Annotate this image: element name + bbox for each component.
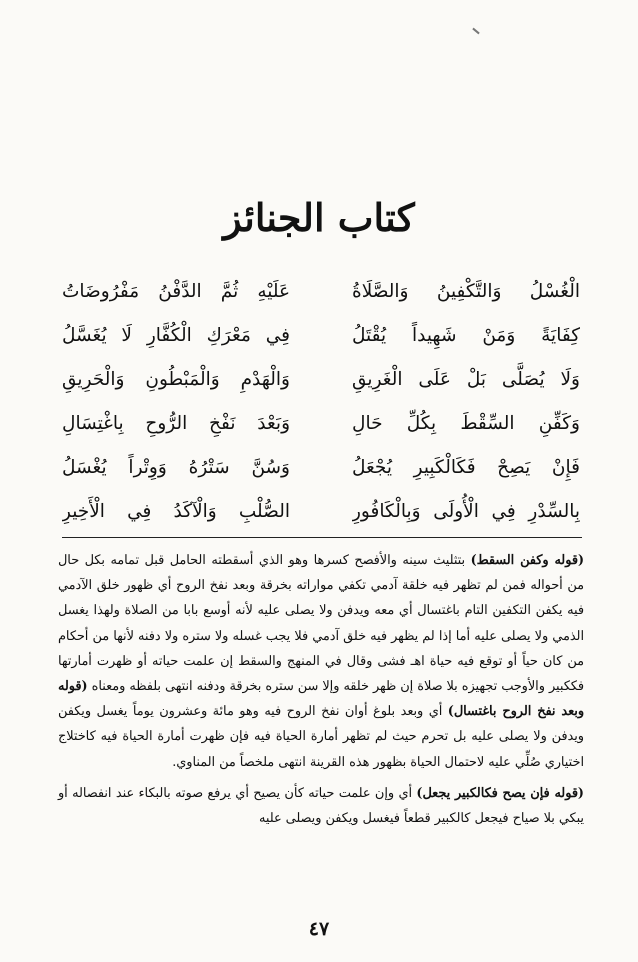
- separator-rule: [62, 537, 582, 538]
- poem-verses: [62, 270, 580, 534]
- commentary-body: أي وبعد بلوغ أوان نفخ الروح فيه وهو مائة وعشرون يوماً يغسل ويكفن ويدفن ولا يصلى عليه بل تحرم حيث لم تظهر أمارة الحياة فيه فإن ظهرت أمارة الحياة فيه كاختلاج اختياري صُلِّي عليه لاحتمال الحياة بظهور هذه القرينة انتهى ملخصاً من المناوي.: [58, 704, 584, 770]
- verse-line: [62, 314, 580, 358]
- verse-second-hemistich: وَبَعْدَ نَفْخِ الرُّوحِ بِاغْتِسَالِ: [62, 413, 290, 434]
- verse-line: [62, 490, 580, 534]
- commentary-body: أي وإن علمت حياته كأن يصيح أي يرفع صوته بالبكاء عند انفصاله أو يبكي بلا صياح فيجعل كالكبير قطعاً فيغسل ويكفن ويصلى عليه: [58, 785, 584, 827]
- verse-line: [62, 402, 580, 446]
- verse-second-hemistich: فِي مَعْرَكِ الْكُفَّارِ لَا يُغَسَّلُ: [62, 325, 290, 346]
- verse-second-hemistich: عَلَيْهِ ثُمَّ الدَّفْنُ مَفْرُوضَاتُ: [62, 281, 290, 302]
- page-number: ٤٧: [308, 918, 330, 940]
- verse-first-hemistich: وَلَا يُصَلَّى بَلْ عَلَى الْغَرِيقِ: [352, 369, 580, 390]
- chapter-title: كتاب الجنائز: [223, 195, 415, 240]
- verse-second-hemistich: وَالْهَدْمِ وَالْمَبْطُونِ وَالْحَرِيقِ: [62, 369, 290, 390]
- quoted-verse-heading: (قوله فإن يصح فكالكبير يجعل): [416, 785, 584, 801]
- verse-line: [62, 270, 580, 314]
- commentary-text: [58, 548, 584, 837]
- verse-second-hemistich: وَسُنَّ سَتْرُهُ وَوِتْراً يُغْسَلُ: [62, 457, 290, 478]
- commentary-paragraph: [58, 781, 584, 831]
- verse-second-hemistich: الصُّلْبِ وَالْآكَدُ فِي الْأَخِيرِ: [62, 501, 290, 522]
- ink-speck: [472, 28, 479, 35]
- quoted-verse-heading: (قوله وبعد نفخ الروح باغتسال): [58, 679, 584, 720]
- commentary-paragraph: [58, 548, 584, 775]
- verse-line: [62, 446, 580, 490]
- verse-first-hemistich: وَكَفِّنِ السِّقْطَ بِكُلِّ حَالِ: [352, 413, 580, 434]
- verse-first-hemistich: فَإِنْ يَصِحْ فَكَالْكَبِيرِ يُجْعَلُ: [352, 457, 580, 478]
- verse-line: [62, 358, 580, 402]
- verse-first-hemistich: الْغُسْلُ وَالتَّكْفِينُ وَالصَّلَاةُ: [352, 281, 580, 302]
- verse-first-hemistich: كِفَايَةً وَمَنْ شَهِيداً يُقْتَلُ: [352, 325, 580, 346]
- quoted-verse-heading: (قوله وكفن السقط): [470, 553, 584, 568]
- commentary-body: بتثليث سينه والأفصح كسرها وهو الذي أسقطته الحامل قبل تمامه بكل حال من أحواله فمن لم تظهر فيه خلقة آدمي تكفي مواراته بخرقة وبعد نفخ الروح أي ظهور خلق الآدمي فيه يكفن التكفين التام باغتسال أي معه ويدفن ولا يصلى عليه لأنه أوسع بابا من الصلاة ولهذا يغسل الذمي ولا يصلى عليه أما إذا لم يظهر فيه خلق آدمي فلا يجب غسله ولا ستره ولا دفنه لأنها من أحكام من كان حياً أو توقع فيه حياة اهـ فشى وقال في المنهج والسقط إن علمت حياته أو ظهرت أمارتها فككبير والأوجب تجهيزه بلا صلاة إن ظهر خلقه وإلا سن ستره بخرقة ودفنه انتهى بلفظه ومعناه: [58, 553, 584, 695]
- verse-first-hemistich: بِالسِّدْرِ فِي الْأُولَى وَبِالْكَافُورِ: [352, 501, 580, 522]
